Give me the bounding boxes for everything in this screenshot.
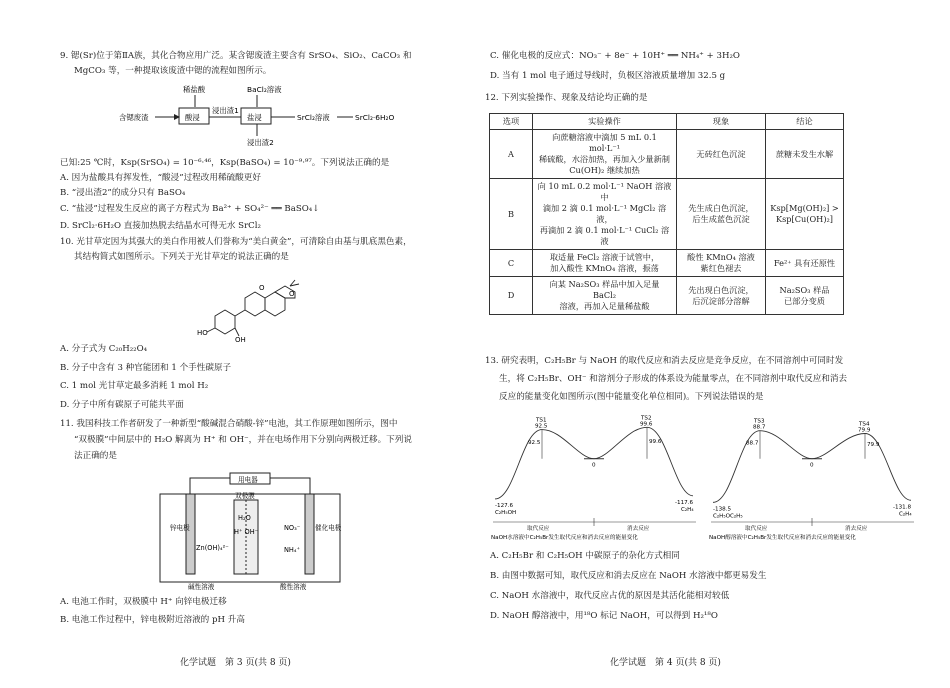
q11-option-c: C. 催化电极的反应式：NO₃⁻ + 8e⁻ + 10H⁺ ══ NH₄⁺ + 3H₂O: [490, 51, 740, 61]
op-line: 滴加 2 滴 0.1 mol·L⁻¹ MgCl₂ 溶液，: [542, 203, 667, 224]
q9-option-c: C. “盐浸”过程发生反应的离子方程式为 Ba²⁺ + SO₄²⁻ ══ BaSO₄↓: [60, 204, 320, 214]
q10-stem-line2: 其结构简式如图所示。下列关于光甘草定的说法正确的是: [74, 252, 289, 262]
flow-start: 含锶废渣: [119, 113, 149, 122]
ts1-label: TS3: [754, 418, 765, 425]
substitution-energy: -138.5: [713, 506, 732, 513]
cell-option: A: [490, 130, 533, 179]
op-line: 再滴加 2 滴 0.1 mol·L⁻¹ CuCl₂ 溶液: [539, 225, 670, 246]
q13-stem-line1: 13. 研究表明，C₂H₅Br 与 NaOH 的取代反应和消去反应是竞争反应，在不同溶剂中可同时发: [485, 356, 844, 366]
q10-stem-line1: 10. 光甘草定因为其强大的美白作用被人们誉称为“美白黄金”，可清除自由基与肌底黑色素，: [60, 237, 412, 247]
q12-stem: 12. 下列实验操作、现象及结论均正确的是: [485, 93, 648, 103]
left-region-label: 取代反应: [745, 526, 768, 532]
flow-step2: 盐浸: [247, 113, 262, 122]
battery-nh4: NH₄⁺: [284, 546, 301, 554]
flow-reagent2: BaCl₂溶液: [247, 85, 282, 94]
op-line: 稀硫酸，水浴加热，再加入少量新制: [538, 154, 670, 164]
flow-reagent1: 稀盐酸: [183, 85, 206, 94]
cell-operation: [533, 130, 677, 179]
q13-option-d: D. NaOH 醇溶液中，用¹⁸O 标记 NaOH，可以得到 H₂¹⁸O: [490, 611, 718, 621]
right-footer: 化学试题 第 4 页(共 8 页): [610, 658, 721, 668]
con-line: Ksp[Cu(OH)₂]: [775, 214, 833, 224]
table-row: [490, 130, 844, 179]
battery-appliance: 用电器: [238, 476, 258, 484]
left-region-label: 取代反应: [527, 526, 550, 532]
con-line: Na₂SO₃ 样品: [779, 284, 830, 295]
left-footer: 化学试题 第 3 页(共 8 页): [180, 658, 291, 668]
flow-product: SrCl₂·6H₂O: [355, 113, 395, 122]
con-line: Ksp[Mg(OH)₂] >: [770, 203, 839, 213]
zero-label: 0: [592, 462, 596, 469]
flow-residue2: 浸出渣2: [247, 138, 274, 147]
ph-line: 酸性 KMnO₄ 溶液: [687, 252, 755, 262]
ph-line: 先生成白色沉淀，: [688, 203, 754, 213]
ts1-label: TS1: [536, 417, 547, 424]
q13-option-c: C. NaOH 水溶液中，取代反应占优的原因是其活化能相对较低: [490, 591, 730, 601]
battery-right-solution: 酸性溶液: [280, 583, 307, 590]
ts2-drop-value: 99.6: [649, 438, 662, 445]
q13-option-b: B. 由图中数据可知，取代反应和消去反应在 NaOH 水溶液中都更易发生: [490, 571, 767, 581]
q9-stem-line2: MgCO₃ 等，一种提取该废渣中锶的流程如图所示。: [74, 66, 272, 76]
zero-label: 0: [810, 462, 814, 469]
q11-option-b: B. 电池工作过程中，锌电极附近溶液的 pH 升高: [60, 615, 245, 625]
substitution-product: C₂H₅OC₂H₅: [713, 513, 743, 520]
ts1-value: 92.5: [535, 423, 548, 430]
svg-text:OH: OH: [235, 336, 246, 342]
q9-stem-line1: 9. 锶(Sr)位于第ⅡA族，其化合物应用广泛。某含锶废渣主要含有 SrSO₄、SiO₂、CaCO₃ 和: [60, 51, 412, 61]
q10-option-d: D. 分子中所有碳原子可能共平面: [60, 400, 184, 410]
ts1-value: 88.7: [753, 424, 766, 431]
chart-title: NaOH醇溶液中C₂H₅Br发生取代反应和消去反应的能量变化: [709, 535, 856, 540]
q11-option-a: A. 电池工作时，双极膜中 H⁺ 向锌电极迁移: [60, 597, 227, 607]
battery-membrane: 双极膜: [235, 492, 255, 500]
ph-line: 后生成蓝色沉淀: [692, 214, 750, 224]
th-option: 选项: [490, 114, 533, 130]
battery-left-solution: 碱性溶液: [188, 583, 215, 590]
q10-option-b: B. 分子中含有 3 种官能团和 1 个手性碳原子: [60, 363, 232, 373]
q13-stem-line3: 反应的能量变化如图所示(图中能量变化单位相同)。下列说法错误的是: [499, 392, 764, 402]
q9-option-d: D. SrCl₂·6H₂O 直接加热脱去结晶水可得无水 SrCl₂: [60, 221, 261, 231]
q10-structure-diagram: [195, 266, 305, 342]
q12-table: [489, 113, 844, 315]
substitution-product: C₂H₅OH: [495, 509, 517, 516]
energy-chart-aqueous: [487, 410, 702, 540]
q13-stem-line2: 生，将 C₂H₅Br、OH⁻ 和溶剂分子形成的体系设为能量零点，在不同溶剂中取代反应和消去: [499, 374, 848, 384]
th-operation: 实验操作: [533, 114, 677, 130]
q10-option-a: A. 分子式为 C₂₀H₂₂O₄: [60, 344, 148, 354]
op-line: 取适量 FeCl₂ 溶液于试管中，: [549, 252, 660, 262]
q9-flow-diagram: [115, 82, 415, 154]
q9-known: 已知:25 ℃时，Ksp(SrSO₄) = 10⁻⁶·⁴⁶，Ksp(BaSO₄) = 10⁻⁹·⁹⁷。下列说法正确的是: [60, 158, 390, 168]
table-row: [490, 250, 844, 277]
battery-catalytic-electrode: 催化电极: [315, 524, 342, 532]
q13-option-a: A. C₂H₅Br 和 C₂H₅OH 中碳原子的杂化方式相同: [490, 551, 680, 561]
energy-chart-alcohol: [705, 410, 920, 540]
th-phenomenon: 现象: [677, 114, 766, 130]
svg-text:O: O: [289, 290, 295, 298]
elimination-energy: -131.8: [893, 504, 912, 511]
right-region-label: 消去反应: [627, 526, 650, 532]
cell-conclusion: [766, 277, 844, 315]
svg-text:O: O: [259, 284, 265, 292]
ts2-label: TS4: [859, 421, 870, 428]
ts2-drop-value: 79.9: [867, 442, 880, 449]
ts1-drop-value: 92.5: [528, 440, 541, 447]
ts1-drop-value: 88.7: [746, 440, 759, 447]
cell-option: C: [490, 250, 533, 277]
flow-solution: SrCl₂溶液: [297, 113, 330, 122]
chart-title: NaOH水溶液中C₂H₅Br发生取代反应和消去反应的能量变化: [491, 535, 638, 540]
battery-zn-species: Zn(OH)₄²⁻: [196, 544, 229, 552]
ts2-value: 99.6: [640, 421, 653, 428]
cell-conclusion: [766, 179, 844, 250]
flow-step1: 酸浸: [185, 113, 200, 122]
ph-line: 后沉淀部分溶解: [692, 295, 750, 306]
q9-option-a: A. 因为盐酸具有挥发性，“酸浸”过程改用稀硫酸更好: [60, 173, 261, 183]
op-line: 向 10 mL 0.2 mol·L⁻¹ NaOH 溶液中: [537, 181, 672, 202]
op-line: 加入酸性 KMnO₄ 溶液，振荡: [550, 263, 659, 273]
svg-text:HO: HO: [197, 329, 208, 337]
ts2-value: 79.9: [858, 427, 871, 434]
substitution-energy: -127.6: [495, 502, 514, 509]
th-conclusion: 结论: [766, 114, 844, 130]
battery-zinc-electrode: 锌电极: [170, 524, 190, 532]
q10-option-c: C. 1 mol 光甘草定最多消耗 1 mol H₂: [60, 381, 209, 391]
cell-option: D: [490, 277, 533, 315]
op-line: 向某 Na₂SO₃ 样品中加入足量 BaCl₂: [549, 279, 660, 300]
elimination-energy: -117.6: [675, 499, 694, 506]
ph-line: 先出现白色沉淀，: [688, 284, 754, 295]
battery-no3: NO₃⁻: [284, 524, 301, 532]
cell-phenomenon: 无砖红色沉淀: [677, 130, 766, 179]
elimination-product: C₂H₄: [681, 506, 694, 513]
cell-operation: [533, 250, 677, 277]
right-page: [475, 0, 950, 688]
table-row: [490, 179, 844, 250]
cell-option: B: [490, 179, 533, 250]
q11-battery-diagram: [150, 470, 350, 590]
battery-h2o: H₂O: [238, 514, 251, 522]
elimination-product: C₂H₄: [899, 511, 912, 518]
cell-conclusion: Fe²⁺ 具有还原性: [766, 250, 844, 277]
right-region-label: 消去反应: [845, 526, 868, 532]
cell-phenomenon: [677, 250, 766, 277]
q9-option-b: B. “浸出渣2”的成分只有 BaSO₄: [60, 188, 186, 198]
cell-operation: [533, 277, 677, 315]
cell-conclusion: 蔗糖未发生水解: [766, 130, 844, 179]
q11-option-d: D. 当有 1 mol 电子通过导线时，负极区溶液质量增加 32.5 g: [490, 71, 726, 81]
q11-stem-line3: 法正确的是: [74, 451, 117, 461]
cell-phenomenon: [677, 179, 766, 250]
ph-line: 紫红色褪去: [700, 263, 742, 273]
cell-operation: [533, 179, 677, 250]
con-line: 已部分变质: [784, 295, 825, 306]
q11-stem-line1: 11. 我国科技工作者研发了一种新型“酸碱混合硝酸-锌”电池，其工作原理如图所示，图中: [60, 419, 398, 429]
cell-phenomenon: [677, 277, 766, 315]
op-line: 溶液，再加入足量稀盐酸: [559, 301, 650, 311]
flow-residue1: 浸出渣1: [212, 106, 239, 115]
table-row: [490, 277, 844, 315]
op-line: Cu(OH)₂ 继续加热: [569, 165, 640, 175]
battery-ions: H⁺ OH⁻: [234, 528, 259, 536]
ts2-label: TS2: [641, 415, 652, 422]
q11-stem-line2: “双极膜”中间层中的 H₂O 解离为 H⁺ 和 OH⁻，并在电场作用下分别向两极迁移。下列说: [74, 435, 412, 445]
table-header-row: [490, 114, 844, 130]
op-line: 向蔗糖溶液中滴加 5 mL 0.1 mol·L⁻¹: [552, 132, 657, 153]
